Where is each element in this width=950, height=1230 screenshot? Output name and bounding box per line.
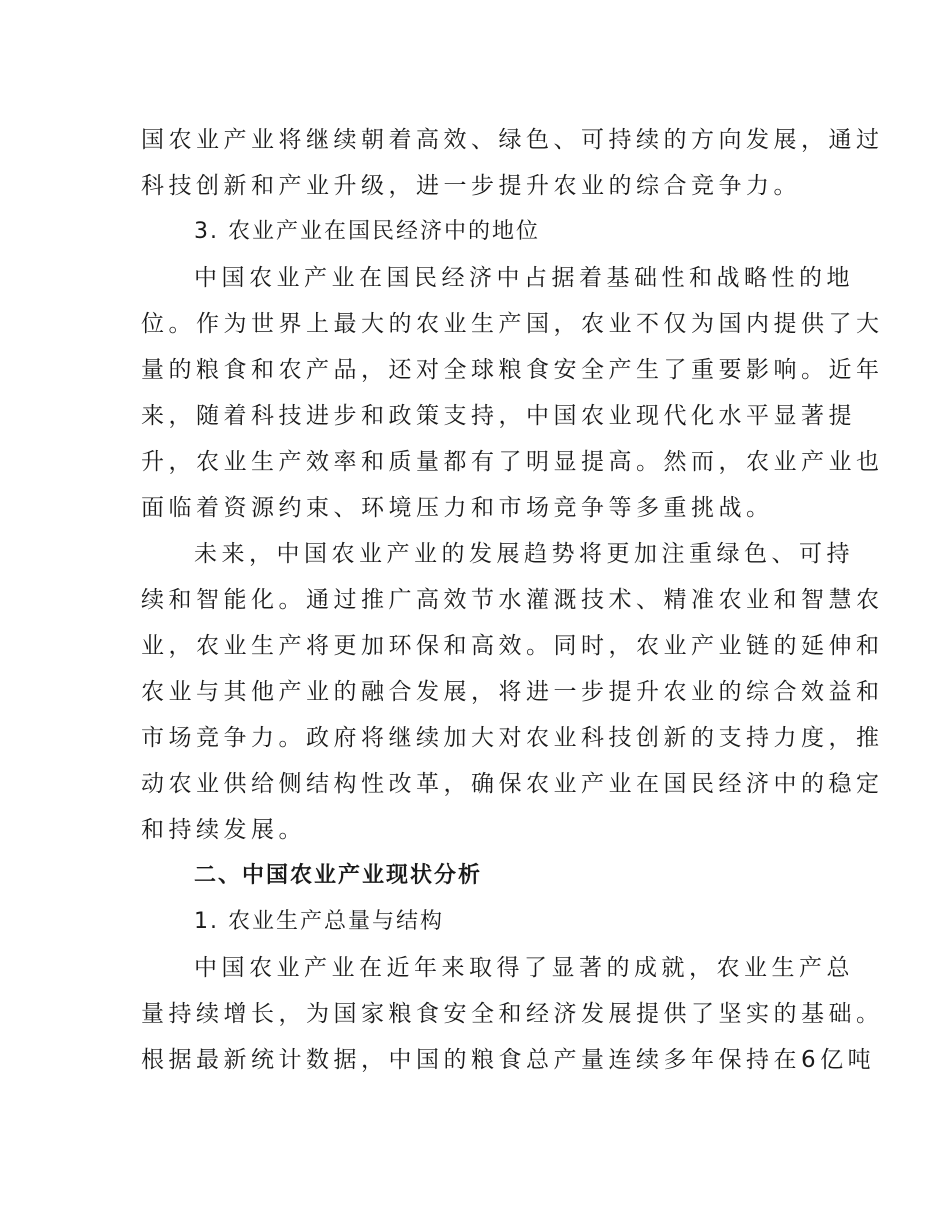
paragraph-line: 升，农业生产效率和质量都有了明显提高。然而，农业产业也: [141, 449, 884, 475]
paragraph-line: 国农业产业将继续朝着高效、绿色、可持续的方向发展，通过: [141, 127, 884, 153]
paragraph-line: 量的粮食和农产品，还对全球粮食安全产生了重要影响。近年: [141, 357, 884, 383]
paragraph-line: 根据最新统计数据，中国的粮食总产量连续多年保持在6亿吨: [141, 1047, 876, 1073]
section-heading-1: 1. 农业生产总量与结构: [194, 909, 444, 934]
paragraph-line: 农业与其他产业的融合发展，将进一步提升农业的综合效益和: [141, 679, 884, 705]
paragraph-line: 未来，中国农业产业的发展趋势将更加注重绿色、可持: [194, 541, 854, 567]
paragraph-line: 和持续发展。: [141, 817, 306, 843]
section-heading-3: 3. 农业产业在国民经济中的地位: [194, 219, 540, 244]
section-heading-2: 二、中国农业产业现状分析: [194, 863, 483, 888]
paragraph-line: 中国农业产业在国民经济中占据着基础性和战略性的地: [194, 265, 854, 291]
paragraph-line: 业，农业生产将更加环保和高效。同时，农业产业链的延伸和: [141, 633, 884, 659]
paragraph-line: 位。作为世界上最大的农业生产国，农业不仅为国内提供了大: [141, 311, 884, 337]
paragraph-line: 中国农业产业在近年来取得了显著的成就，农业生产总: [194, 955, 854, 981]
paragraph-line: 量持续增长，为国家粮食安全和经济发展提供了坚实的基础。: [141, 1001, 884, 1027]
paragraph-line: 面临着资源约束、环境压力和市场竞争等多重挑战。: [141, 495, 774, 521]
paragraph-line: 科技创新和产业升级，进一步提升农业的综合竞争力。: [141, 173, 801, 199]
paragraph-line: 来，随着科技进步和政策支持，中国农业现代化水平显著提: [141, 403, 856, 429]
paragraph-line: 续和智能化。通过推广高效节水灌溉技术、精准农业和智慧农: [141, 587, 884, 613]
paragraph-line: 市场竞争力。政府将继续加大对农业科技创新的支持力度，推: [141, 725, 884, 751]
paragraph-line: 动农业供给侧结构性改革，确保农业产业在国民经济中的稳定: [141, 771, 884, 797]
